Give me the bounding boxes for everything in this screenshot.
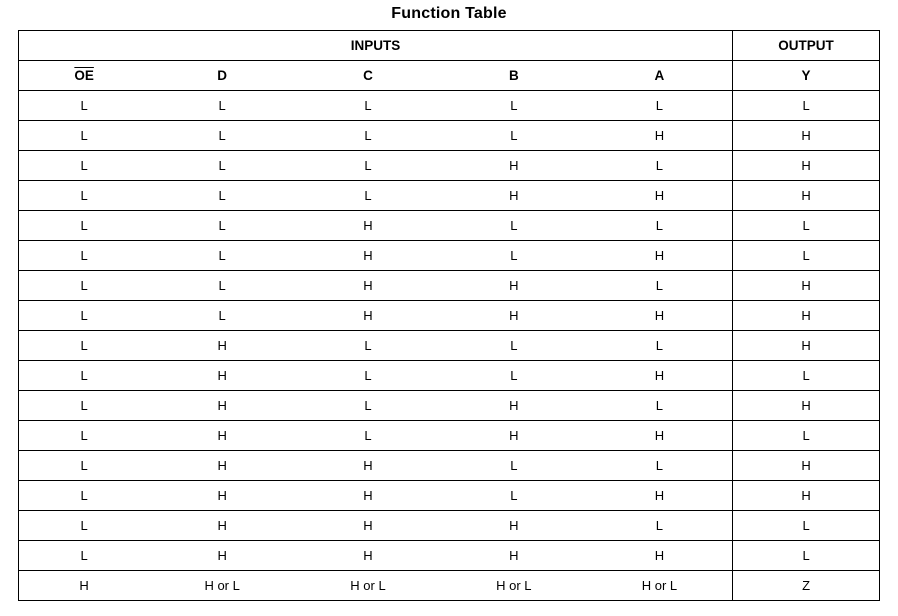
cell-y: H — [733, 121, 880, 151]
cell-oe: L — [19, 421, 150, 451]
group-header-inputs: INPUTS — [19, 31, 733, 61]
cell-oe: L — [19, 511, 150, 541]
table-row — [19, 211, 880, 241]
cell-d: L — [149, 211, 295, 241]
cell-a: H — [587, 361, 733, 391]
cell-d: L — [149, 91, 295, 121]
cell-d: H — [149, 391, 295, 421]
cell-a: H — [587, 481, 733, 511]
cell-a: L — [587, 451, 733, 481]
cell-oe: L — [19, 541, 150, 571]
cell-b: L — [441, 91, 587, 121]
cell-oe: L — [19, 151, 150, 181]
column-header-oe-label: $\overline{OE}$ — [74, 68, 94, 83]
cell-d: H — [149, 451, 295, 481]
column-header-y: Y — [733, 61, 880, 91]
cell-y: H — [733, 301, 880, 331]
cell-d: H — [149, 331, 295, 361]
cell-c: L — [295, 151, 441, 181]
cell-c: H or L — [295, 571, 441, 601]
cell-a: H — [587, 421, 733, 451]
cell-y: H — [733, 391, 880, 421]
cell-c: H — [295, 481, 441, 511]
function-table — [18, 30, 880, 601]
table-row — [19, 391, 880, 421]
column-header-b: B — [441, 61, 587, 91]
cell-oe: L — [19, 271, 150, 301]
cell-oe: L — [19, 301, 150, 331]
cell-b: L — [441, 241, 587, 271]
cell-d: L — [149, 151, 295, 181]
cell-a: L — [587, 271, 733, 301]
cell-b: H — [441, 541, 587, 571]
table-row — [19, 121, 880, 151]
cell-d: H — [149, 541, 295, 571]
cell-a: H — [587, 181, 733, 211]
cell-a: L — [587, 331, 733, 361]
cell-a: H — [587, 301, 733, 331]
cell-oe: L — [19, 211, 150, 241]
cell-c: H — [295, 301, 441, 331]
cell-y: L — [733, 541, 880, 571]
cell-a: H — [587, 241, 733, 271]
cell-oe: L — [19, 331, 150, 361]
cell-y: H — [733, 181, 880, 211]
cell-b: H — [441, 511, 587, 541]
cell-c: H — [295, 451, 441, 481]
cell-c: L — [295, 331, 441, 361]
cell-y: H — [733, 271, 880, 301]
cell-b: H — [441, 151, 587, 181]
cell-b: L — [441, 121, 587, 151]
cell-d: L — [149, 301, 295, 331]
cell-c: L — [295, 181, 441, 211]
column-header-row — [19, 61, 880, 91]
table-row — [19, 421, 880, 451]
table-row — [19, 331, 880, 361]
table-row — [19, 451, 880, 481]
cell-b: L — [441, 211, 587, 241]
table-row — [19, 301, 880, 331]
table-row — [19, 181, 880, 211]
cell-oe: L — [19, 391, 150, 421]
table-row — [19, 151, 880, 181]
page-title: Function Table — [391, 5, 507, 22]
cell-y: H — [733, 151, 880, 181]
cell-d: L — [149, 181, 295, 211]
cell-oe: L — [19, 241, 150, 271]
cell-oe: L — [19, 91, 150, 121]
cell-c: L — [295, 421, 441, 451]
cell-d: H — [149, 361, 295, 391]
cell-c: H — [295, 541, 441, 571]
table-body — [19, 91, 880, 601]
cell-d: H — [149, 421, 295, 451]
column-header-oe — [19, 61, 150, 91]
cell-a: L — [587, 511, 733, 541]
cell-c: H — [295, 271, 441, 301]
cell-c: L — [295, 391, 441, 421]
table-row — [19, 91, 880, 121]
cell-a: L — [587, 211, 733, 241]
cell-y: H — [733, 481, 880, 511]
table-row — [19, 511, 880, 541]
cell-y: L — [733, 91, 880, 121]
column-header-a: A — [587, 61, 733, 91]
cell-c: L — [295, 121, 441, 151]
table-row — [19, 481, 880, 511]
cell-d: H — [149, 481, 295, 511]
cell-a: L — [587, 91, 733, 121]
cell-b: L — [441, 481, 587, 511]
cell-a: L — [587, 391, 733, 421]
cell-d: L — [149, 271, 295, 301]
cell-d: L — [149, 121, 295, 151]
cell-b: L — [441, 331, 587, 361]
cell-a: H — [587, 541, 733, 571]
cell-oe: L — [19, 481, 150, 511]
cell-oe: L — [19, 121, 150, 151]
cell-c: H — [295, 211, 441, 241]
cell-y: H — [733, 331, 880, 361]
cell-y: L — [733, 361, 880, 391]
cell-b: L — [441, 451, 587, 481]
cell-oe: L — [19, 451, 150, 481]
table-row — [19, 241, 880, 271]
table-row — [19, 361, 880, 391]
cell-oe: L — [19, 181, 150, 211]
column-header-c: C — [295, 61, 441, 91]
group-header-row — [19, 31, 880, 61]
column-header-d: D — [149, 61, 295, 91]
cell-b: H — [441, 181, 587, 211]
cell-oe: L — [19, 361, 150, 391]
table-row — [19, 571, 880, 601]
cell-c: L — [295, 361, 441, 391]
table-head — [19, 31, 880, 91]
cell-y: L — [733, 211, 880, 241]
cell-d: L — [149, 241, 295, 271]
cell-oe: H — [19, 571, 150, 601]
cell-b: H — [441, 391, 587, 421]
table-row — [19, 271, 880, 301]
cell-y: L — [733, 421, 880, 451]
cell-a: H — [587, 121, 733, 151]
cell-c: H — [295, 511, 441, 541]
cell-d: H — [149, 511, 295, 541]
cell-y: H — [733, 451, 880, 481]
group-header-output: OUTPUT — [733, 31, 880, 61]
cell-b: L — [441, 361, 587, 391]
cell-c: H — [295, 241, 441, 271]
cell-a: H or L — [587, 571, 733, 601]
cell-b: H — [441, 421, 587, 451]
cell-y: L — [733, 511, 880, 541]
cell-y: Z — [733, 571, 880, 601]
table-row — [19, 541, 880, 571]
cell-b: H or L — [441, 571, 587, 601]
cell-y: L — [733, 241, 880, 271]
cell-b: H — [441, 271, 587, 301]
cell-a: L — [587, 151, 733, 181]
cell-c: L — [295, 91, 441, 121]
cell-d: H or L — [149, 571, 295, 601]
cell-b: H — [441, 301, 587, 331]
